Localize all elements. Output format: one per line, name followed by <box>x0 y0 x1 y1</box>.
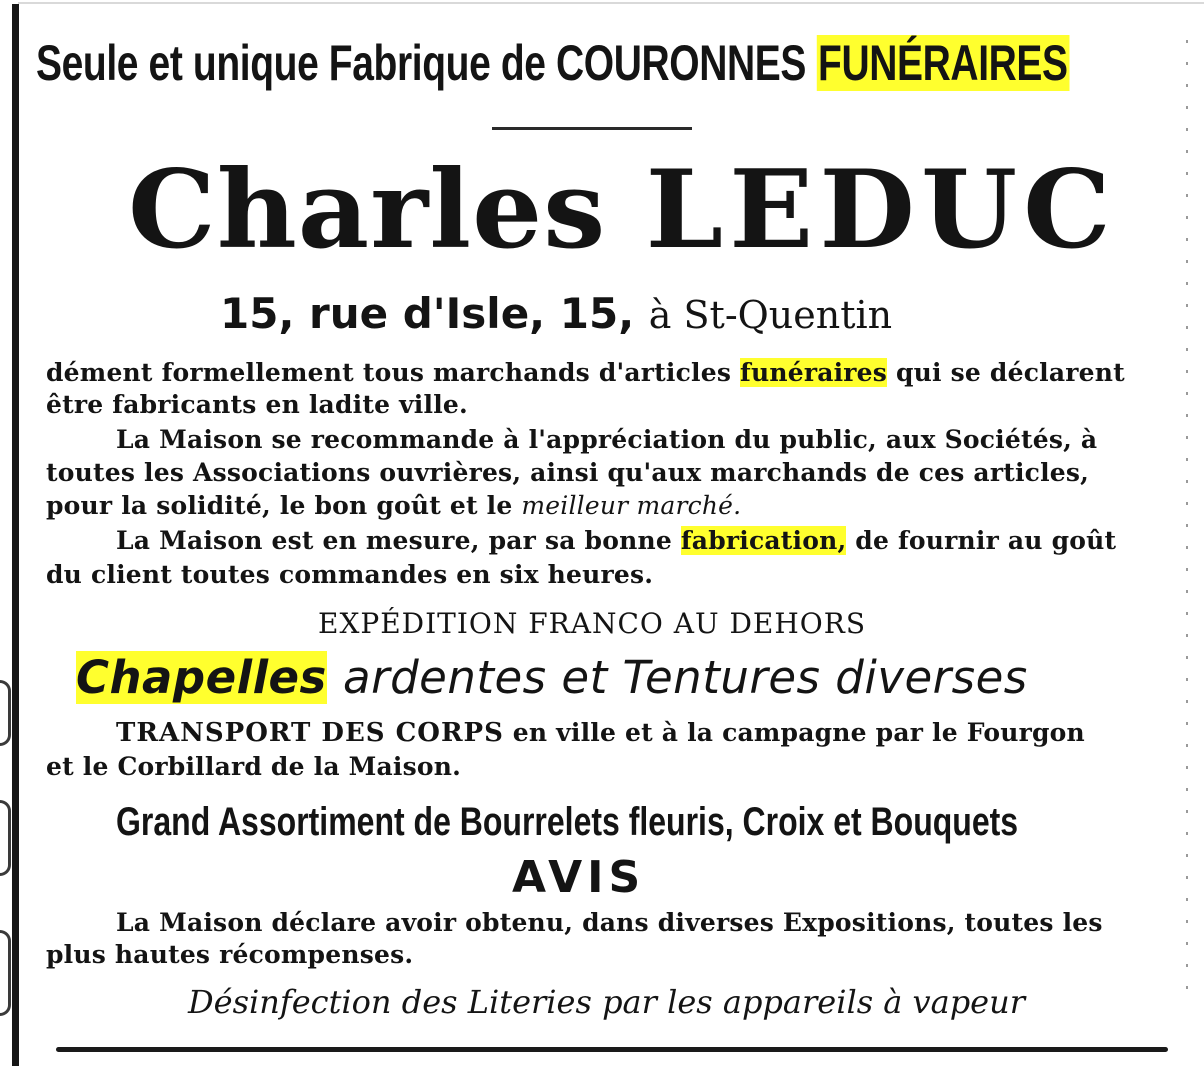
heading-text: Seule et unique Fabrique de COURONNES <box>36 35 807 91</box>
edge-bracket-mark <box>0 930 11 1016</box>
transport-line-1: TRANSPORT DES CORPS en ville et à la campagne par le Fourgon <box>116 718 1085 748</box>
highlighted-term: fabrication, <box>680 526 847 555</box>
chapelles-heading: Chapelles ardentes et Tentures diverses <box>76 651 1028 704</box>
ad-heading <box>36 26 1069 100</box>
top-frame-line <box>18 2 1204 4</box>
paragraph-1-line-2: être fabricants en ladite ville. <box>46 390 468 419</box>
merchant-first-name: Charles <box>128 147 607 273</box>
left-column-rule <box>12 4 19 1066</box>
paragraph-3-line-2: du client toutes commandes en six heures. <box>46 560 654 589</box>
right-edge-marks <box>1186 40 1188 1000</box>
edge-bracket-mark <box>0 800 11 876</box>
expedition-notice: EXPÉDITION FRANCO AU DEHORS <box>318 607 867 640</box>
highlighted-term: FUNÉRAIRES <box>818 35 1068 91</box>
bottom-rule <box>56 1047 1168 1052</box>
transport-line-2: et le Corbillard de la Maison. <box>46 752 462 781</box>
assortment-heading: Grand Assortiment de Bourrelets fleuris, Croix et Bouquets <box>116 800 1019 844</box>
merchant-address <box>220 286 892 343</box>
italic-phrase: meilleur marché. <box>521 491 742 520</box>
avis-line-1: La Maison déclare avoir obtenu, dans diverses Expositions, toutes les <box>116 908 1103 937</box>
street-address: 15, rue d'Isle, 15, <box>220 289 635 338</box>
town-name: à St-Quentin <box>648 293 893 337</box>
paragraph-2-line-1: La Maison se recommande à l'appréciation du public, aux Sociétés, à <box>116 425 1098 454</box>
merchant-name <box>128 140 1117 280</box>
highlighted-term: funéraires <box>740 358 888 387</box>
paragraph-3-line-1: La Maison est en mesure, par sa bonne fabrication, de fournir au goût <box>116 526 1117 555</box>
paragraph-2-line-2: toutes les Associations ouvrières, ainsi qu'aux marchands de ces articles, <box>46 458 1090 487</box>
edge-bracket-mark <box>0 680 11 746</box>
paragraph-1-line-1: dément formellement tous marchands d'articles funéraires qui se déclarent <box>46 358 1125 387</box>
merchant-last-name: LEDUC <box>645 147 1117 273</box>
paragraph-2-line-3: pour la solidité, le bon goût et le meilleur marché. <box>46 491 742 520</box>
disinfection-line: Désinfection des Literies par les appareils à vapeur <box>188 983 1026 1021</box>
highlighted-term: Chapelles <box>76 651 327 704</box>
avis-line-2: plus hautes récompenses. <box>46 940 414 969</box>
heading-divider <box>492 127 692 130</box>
avis-title: AVIS <box>512 852 646 903</box>
